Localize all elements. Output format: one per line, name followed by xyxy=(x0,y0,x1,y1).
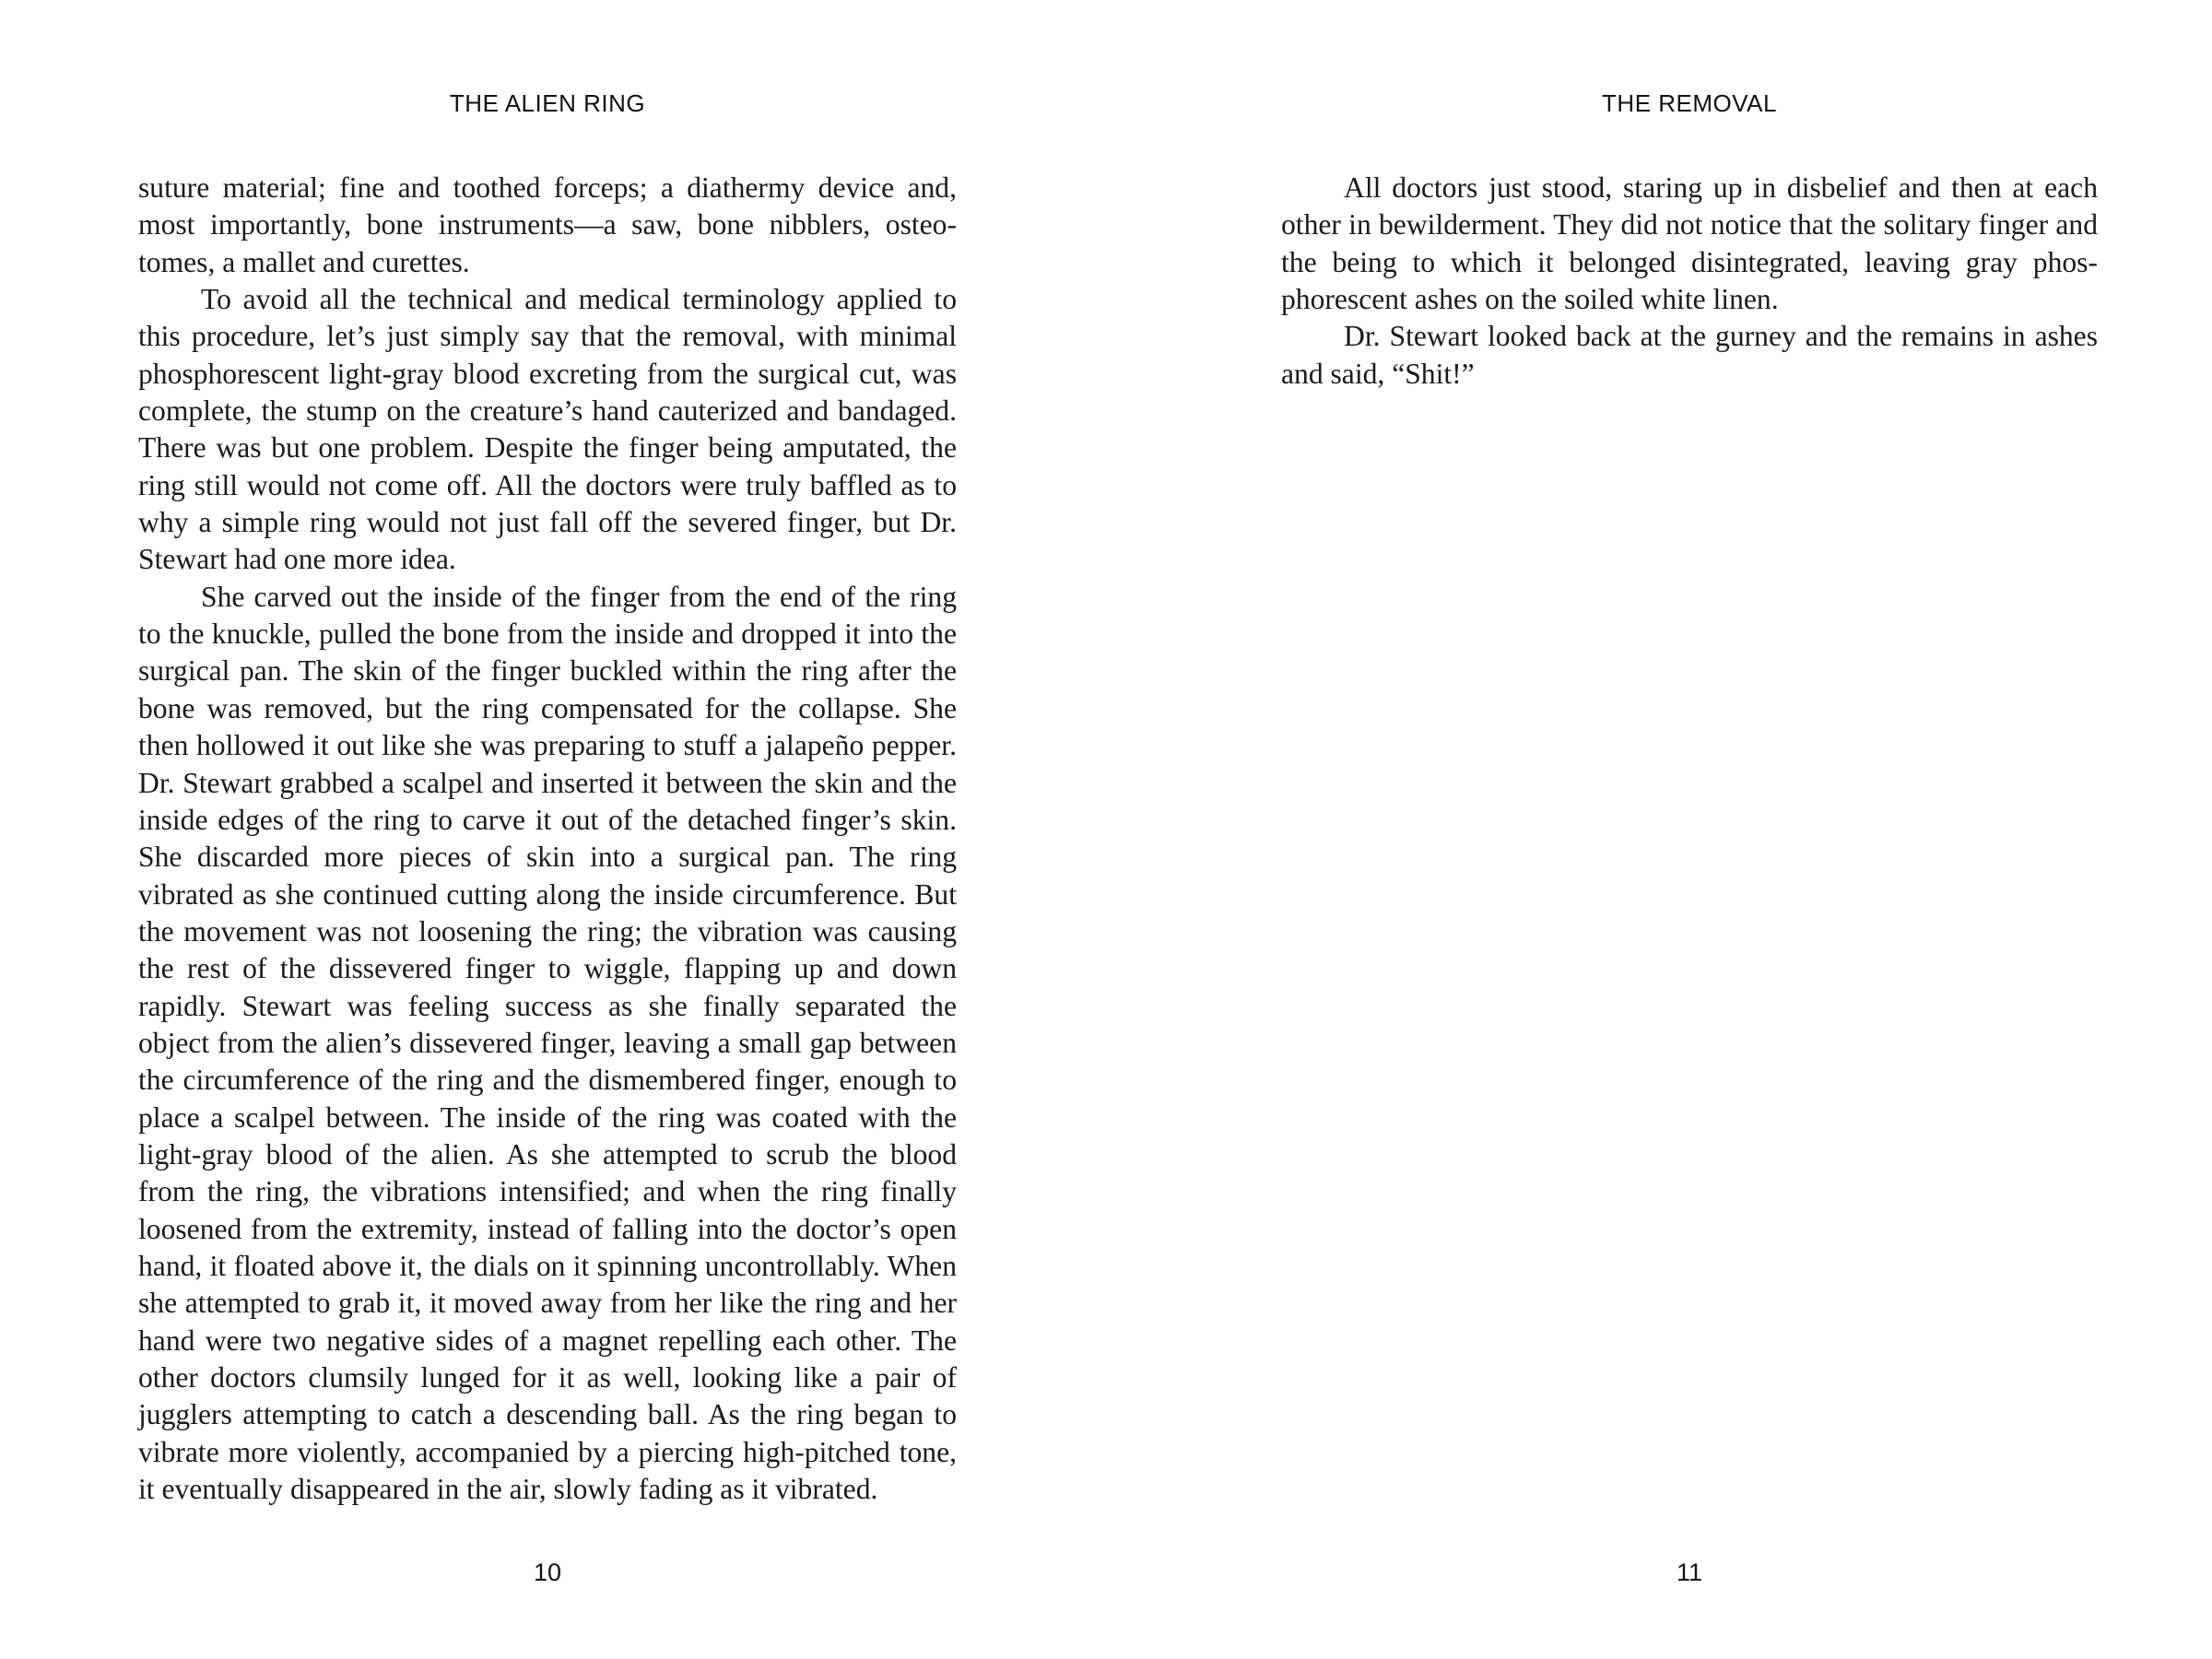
running-head: THE REMOVAL xyxy=(1602,89,1777,117)
paragraph: suture material; fine and toothed forceps; a diathermy device and, most importantly, bone instruments—a saw, bone nibblers, osteotomes, a mallet and curettes. xyxy=(138,171,957,278)
body-text xyxy=(138,170,957,1508)
paragraph: All doctors just stood, staring up in disbelief and then at each other in bewilderment. They did not notice that the solitary finger and the being to which it belonged disintegrated, leaving gray phosphorescent ashes on the soiled white linen. xyxy=(1281,171,2098,316)
body-text xyxy=(1281,170,2098,393)
page-number: 10 xyxy=(533,1559,562,1586)
paragraph: Dr. Stewart looked back at the gurney and the remains in ashes and said, “Shit!” xyxy=(1281,320,2098,390)
running-head: THE ALIEN RING xyxy=(449,89,646,117)
right-page xyxy=(1281,0,2098,1659)
left-page xyxy=(138,0,957,1659)
paragraph: She carved out the inside of the finger from the end of the ring to the knuckle, pulled the bone from the inside and dropped it into the surgical pan. The skin of the finger buckled within the ring after the bone was removed, but the ring compensated for the collapse. She then hollowed it out like she was preparing to stuff a jalapeño pepper. Dr. Stewart grabbed a scalpel and inserted it between the skin and the inside edges of the ring to carve it out of the detached finger’s skin. She discarded more pieces of skin into a surgical pan. The ring vibrated as she continued cutting along the inside circumference. But the movement was not loosening the ring; the vibration was causing the rest of the dissevered finger to wiggle, flapping up and down rapidly. Stewart was feeling success as she finally separated the object from the alien’s dissevered finger, leaving a small gap between the circumference of the ring and the dismembered finger, enough to place a scalpel between. The inside of the ring was coated with the light-gray blood of the alien. As she attempted to scrub the blood from the ring, the vibrations intensified; and when the ring finally loosened from the extremity, instead of falling into the doctor’s open hand, it floated above it, the dials on it spinning uncontrollably. When she attempted to grab it, it moved away from her like the ring and her hand were two negative sides of a magnet repelling each other. The other doctors clumsily lunged for it as well, looking like a pair of jugglers attempting to catch a descending ball. As the ring began to vibrate more violently, accompanied by a piercing high-pitched tone, it eventually disappeared in the air, slowly fading as it vibrated. xyxy=(138,580,957,1506)
page-number: 11 xyxy=(1676,1559,1703,1586)
paragraph: To avoid all the technical and medical terminology applied to this procedure, let’s just simply say that the removal, with minimal phosphorescent light-gray blood excreting from the surgical cut, was complete, the stump on the creature’s hand cauterized and bandaged. There was but one problem. Despite the finger being amputated, the ring still would not come off. All the doctors were truly baffled as to why a simple ring would not just fall off the severed finger, but Dr. Stewart had one more idea. xyxy=(138,283,957,576)
